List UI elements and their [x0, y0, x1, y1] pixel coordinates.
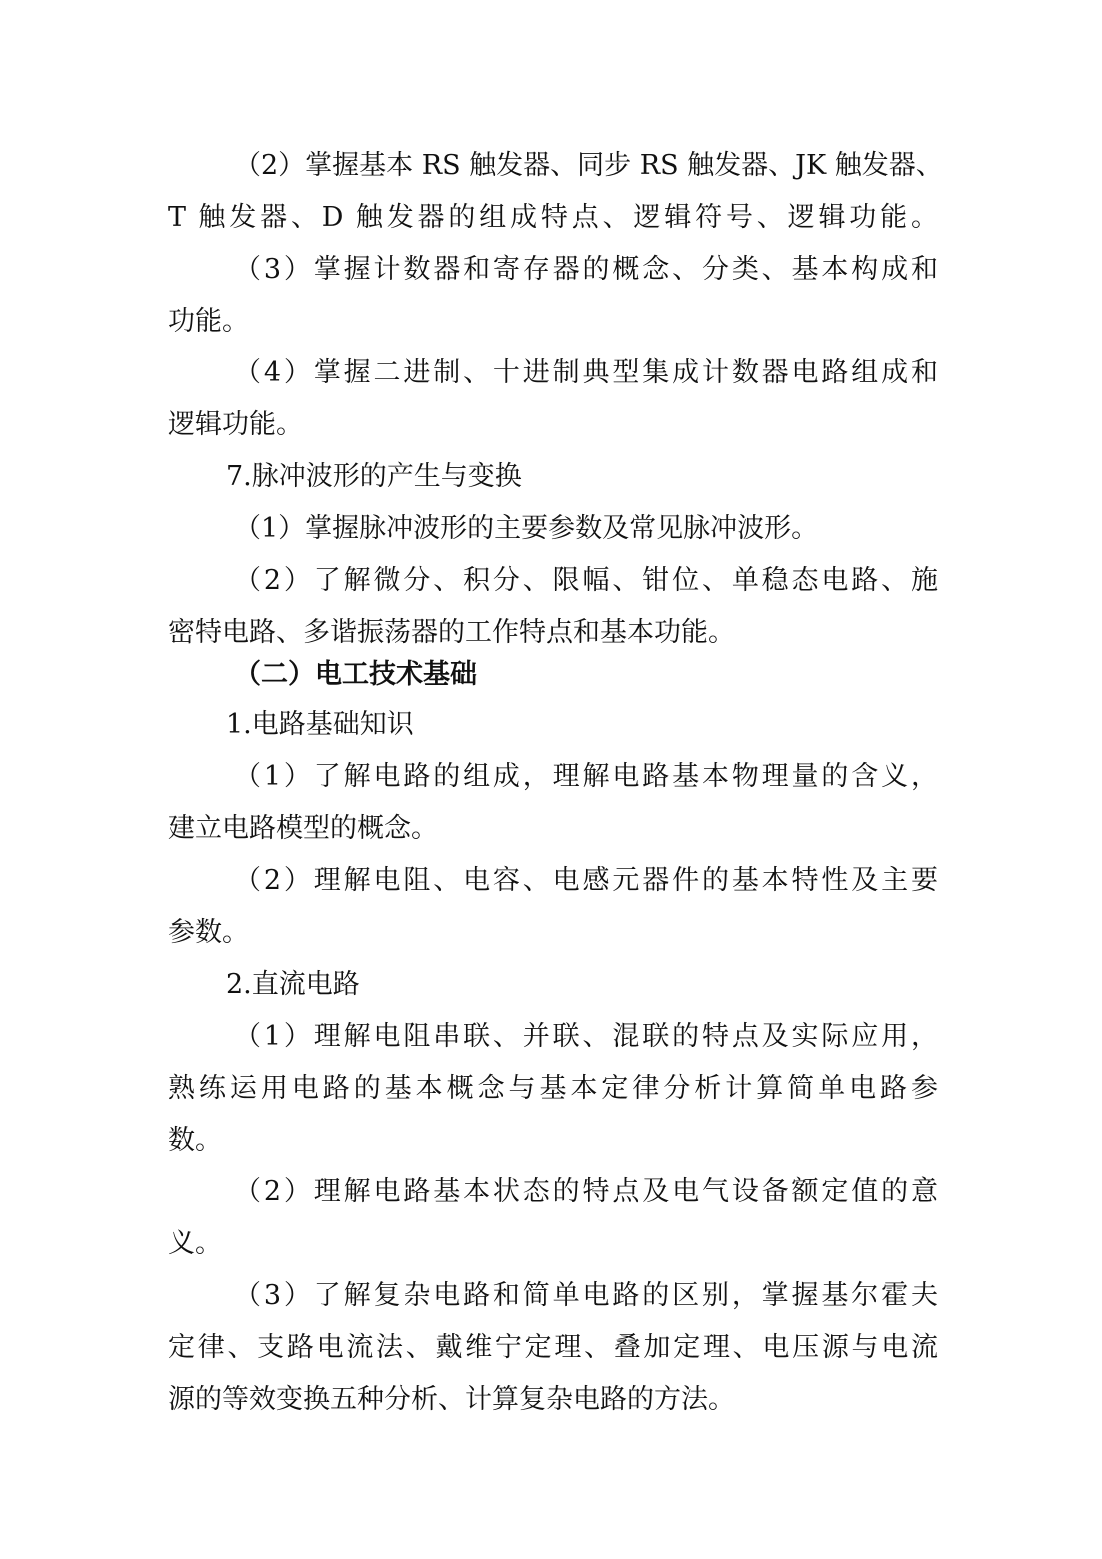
paragraph-line: （4）掌握二进制、十进制典型集成计数器电路组成和 — [234, 357, 938, 388]
paragraph-line: （3）掌握计数器和寄存器的概念、分类、基本构成和 — [234, 254, 938, 285]
section-heading: （二）电工技术基础 — [234, 659, 477, 690]
paragraph-line: 数。 — [168, 1125, 222, 1156]
paragraph-line: （2）理解电路基本状态的特点及电气设备额定值的意 — [234, 1176, 938, 1207]
paragraph-line: 功能。 — [168, 306, 249, 337]
paragraph-line: 源的等效变换五种分析、计算复杂电路的方法。 — [168, 1384, 735, 1415]
paragraph-line: （1）理解电阻串联、并联、混联的特点及实际应用， — [234, 1021, 938, 1052]
paragraph-line: 定律、支路电流法、戴维宁定理、叠加定理、电压源与电流 — [168, 1332, 938, 1363]
paragraph-line: 熟练运用电路的基本概念与基本定律分析计算简单电路参 — [168, 1073, 938, 1104]
subsection-heading: 7.脉冲波形的产生与变换 — [226, 461, 522, 492]
paragraph-line: （1）掌握脉冲波形的主要参数及常见脉冲波形。 — [234, 513, 819, 544]
paragraph-line: （2）掌握基本 RS 触发器、同步 RS 触发器、JK 触发器、 — [234, 150, 943, 181]
paragraph-line: （2）理解电阻、电容、电感元器件的基本特性及主要 — [234, 865, 938, 896]
paragraph-line: 义。 — [168, 1228, 222, 1259]
paragraph-line: 逻辑功能。 — [168, 409, 303, 440]
paragraph-line: 参数。 — [168, 917, 249, 948]
paragraph-line: （2）了解微分、积分、限幅、钳位、单稳态电路、施 — [234, 565, 938, 596]
subsection-heading: 2.直流电路 — [226, 969, 360, 1000]
paragraph-line: （3）了解复杂电路和简单电路的区别，掌握基尔霍夫 — [234, 1280, 938, 1311]
paragraph-line: T 触发器、D 触发器的组成特点、逻辑符号、逻辑功能。 — [168, 202, 938, 233]
paragraph-line: 密特电路、多谐振荡器的工作特点和基本功能。 — [168, 617, 735, 648]
paragraph-line: （1）了解电路的组成，理解电路基本物理量的含义， — [234, 761, 938, 792]
paragraph-line: 建立电路模型的概念。 — [168, 813, 438, 844]
subsection-heading: 1.电路基础知识 — [226, 709, 414, 740]
